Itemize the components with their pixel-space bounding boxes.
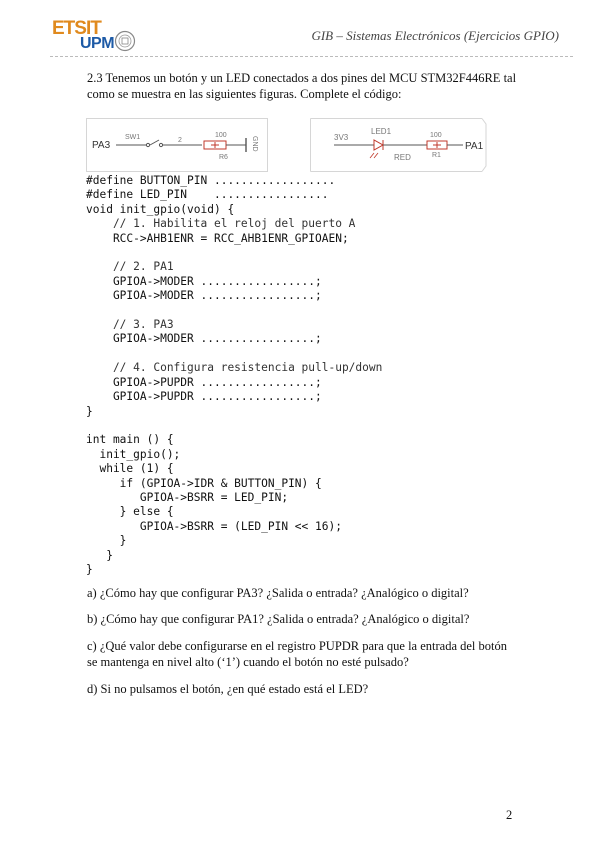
code-line: } bbox=[86, 534, 127, 548]
code-line: GPIOA->MODER .................; bbox=[86, 274, 322, 288]
code-line: // 2. PA1 bbox=[86, 260, 174, 274]
code-line: GPIOA->MODER .................; bbox=[86, 332, 322, 346]
code-line: GPIOA->BSRR = (LED_PIN << 16); bbox=[86, 519, 342, 533]
code-line: } bbox=[86, 548, 113, 562]
pushbutton-switch-icon bbox=[146, 140, 162, 147]
code-line: } else { bbox=[86, 505, 174, 519]
exercise-intro: 2.3 Tenemos un botón y un LED conectados a dos pines del MCU STM32F446RE tal como se muestra en las siguientes figuras. Complete el código: bbox=[87, 71, 517, 101]
code-listing bbox=[86, 174, 382, 577]
code-line: init_gpio(); bbox=[86, 447, 181, 461]
led1-label: LED1 bbox=[371, 127, 392, 136]
code-line: } bbox=[86, 562, 93, 576]
node-2-label: 2 bbox=[178, 137, 182, 144]
resistor-r6-icon bbox=[204, 141, 226, 149]
etsit-upm-logo bbox=[52, 16, 144, 56]
code-line: } bbox=[86, 404, 93, 418]
question-b: b) ¿Cómo hay que configurar PA1? ¿Salida o entrada? ¿Analógico o digital? bbox=[87, 612, 470, 626]
supply-3v3-label: 3V3 bbox=[334, 133, 349, 142]
r1-value-label: 100 bbox=[430, 132, 442, 139]
led-diode-icon bbox=[370, 140, 383, 158]
code-line: GPIOA->PUPDR .................; bbox=[86, 375, 322, 389]
code-line: // 1. Habilita el reloj del puerto A bbox=[86, 217, 356, 231]
question-d: d) Si no pulsamos el botón, ¿en qué estado está el LED? bbox=[87, 682, 369, 696]
r1-name-label: R1 bbox=[432, 152, 441, 159]
sw1-label: SW1 bbox=[125, 134, 141, 141]
header-divider bbox=[50, 56, 573, 57]
led-color-label: RED bbox=[394, 153, 411, 162]
question-c: c) ¿Qué valor debe configurarse en el registro PUPDR para que la entrada del botón se mantenga en nivel alto (‘1’) cuando el botón no esté pulsado? bbox=[87, 639, 507, 669]
led-schematic bbox=[310, 118, 492, 172]
gnd-label: GND bbox=[251, 136, 258, 152]
pa3-label: PA3 bbox=[92, 140, 111, 151]
code-line: while (1) { bbox=[86, 462, 174, 476]
header-title: GIB – Sistemas Electrónicos (Ejercicios GPIO) bbox=[311, 28, 559, 43]
university-seal-icon bbox=[114, 30, 136, 52]
resistor-r1-icon bbox=[427, 141, 447, 149]
code-line: RCC->AHB1ENR = RCC_AHB1ENR_GPIOAEN; bbox=[86, 231, 349, 245]
code-line: GPIOA->BSRR = LED_PIN; bbox=[86, 490, 289, 504]
r6-value-label: 100 bbox=[215, 132, 227, 139]
code-line: if (GPIOA->IDR & BUTTON_PIN) { bbox=[86, 476, 322, 490]
code-line: void init_gpio(void) { bbox=[86, 202, 235, 216]
logo-etsit-text: ETSIT bbox=[52, 18, 101, 39]
question-a: a) ¿Cómo hay que configurar PA3? ¿Salida o entrada? ¿Analógico o digital? bbox=[87, 586, 469, 600]
code-line: #define LED_PIN ................. bbox=[86, 188, 329, 202]
code-line: // 4. Configura resistencia pull-up/down bbox=[86, 361, 383, 375]
pa1-label: PA1 bbox=[465, 141, 484, 152]
code-line: GPIOA->MODER .................; bbox=[86, 289, 322, 303]
code-line: #define BUTTON_PIN .................. bbox=[86, 174, 336, 187]
button-schematic bbox=[86, 118, 268, 172]
r6-name-label: R6 bbox=[219, 154, 228, 161]
code-line: GPIOA->PUPDR .................; bbox=[86, 390, 322, 404]
page-number: 2 bbox=[506, 808, 513, 822]
logo-upm-text: UPM bbox=[80, 35, 115, 52]
code-line: int main () { bbox=[86, 433, 174, 447]
code-line: // 3. PA3 bbox=[86, 318, 174, 332]
